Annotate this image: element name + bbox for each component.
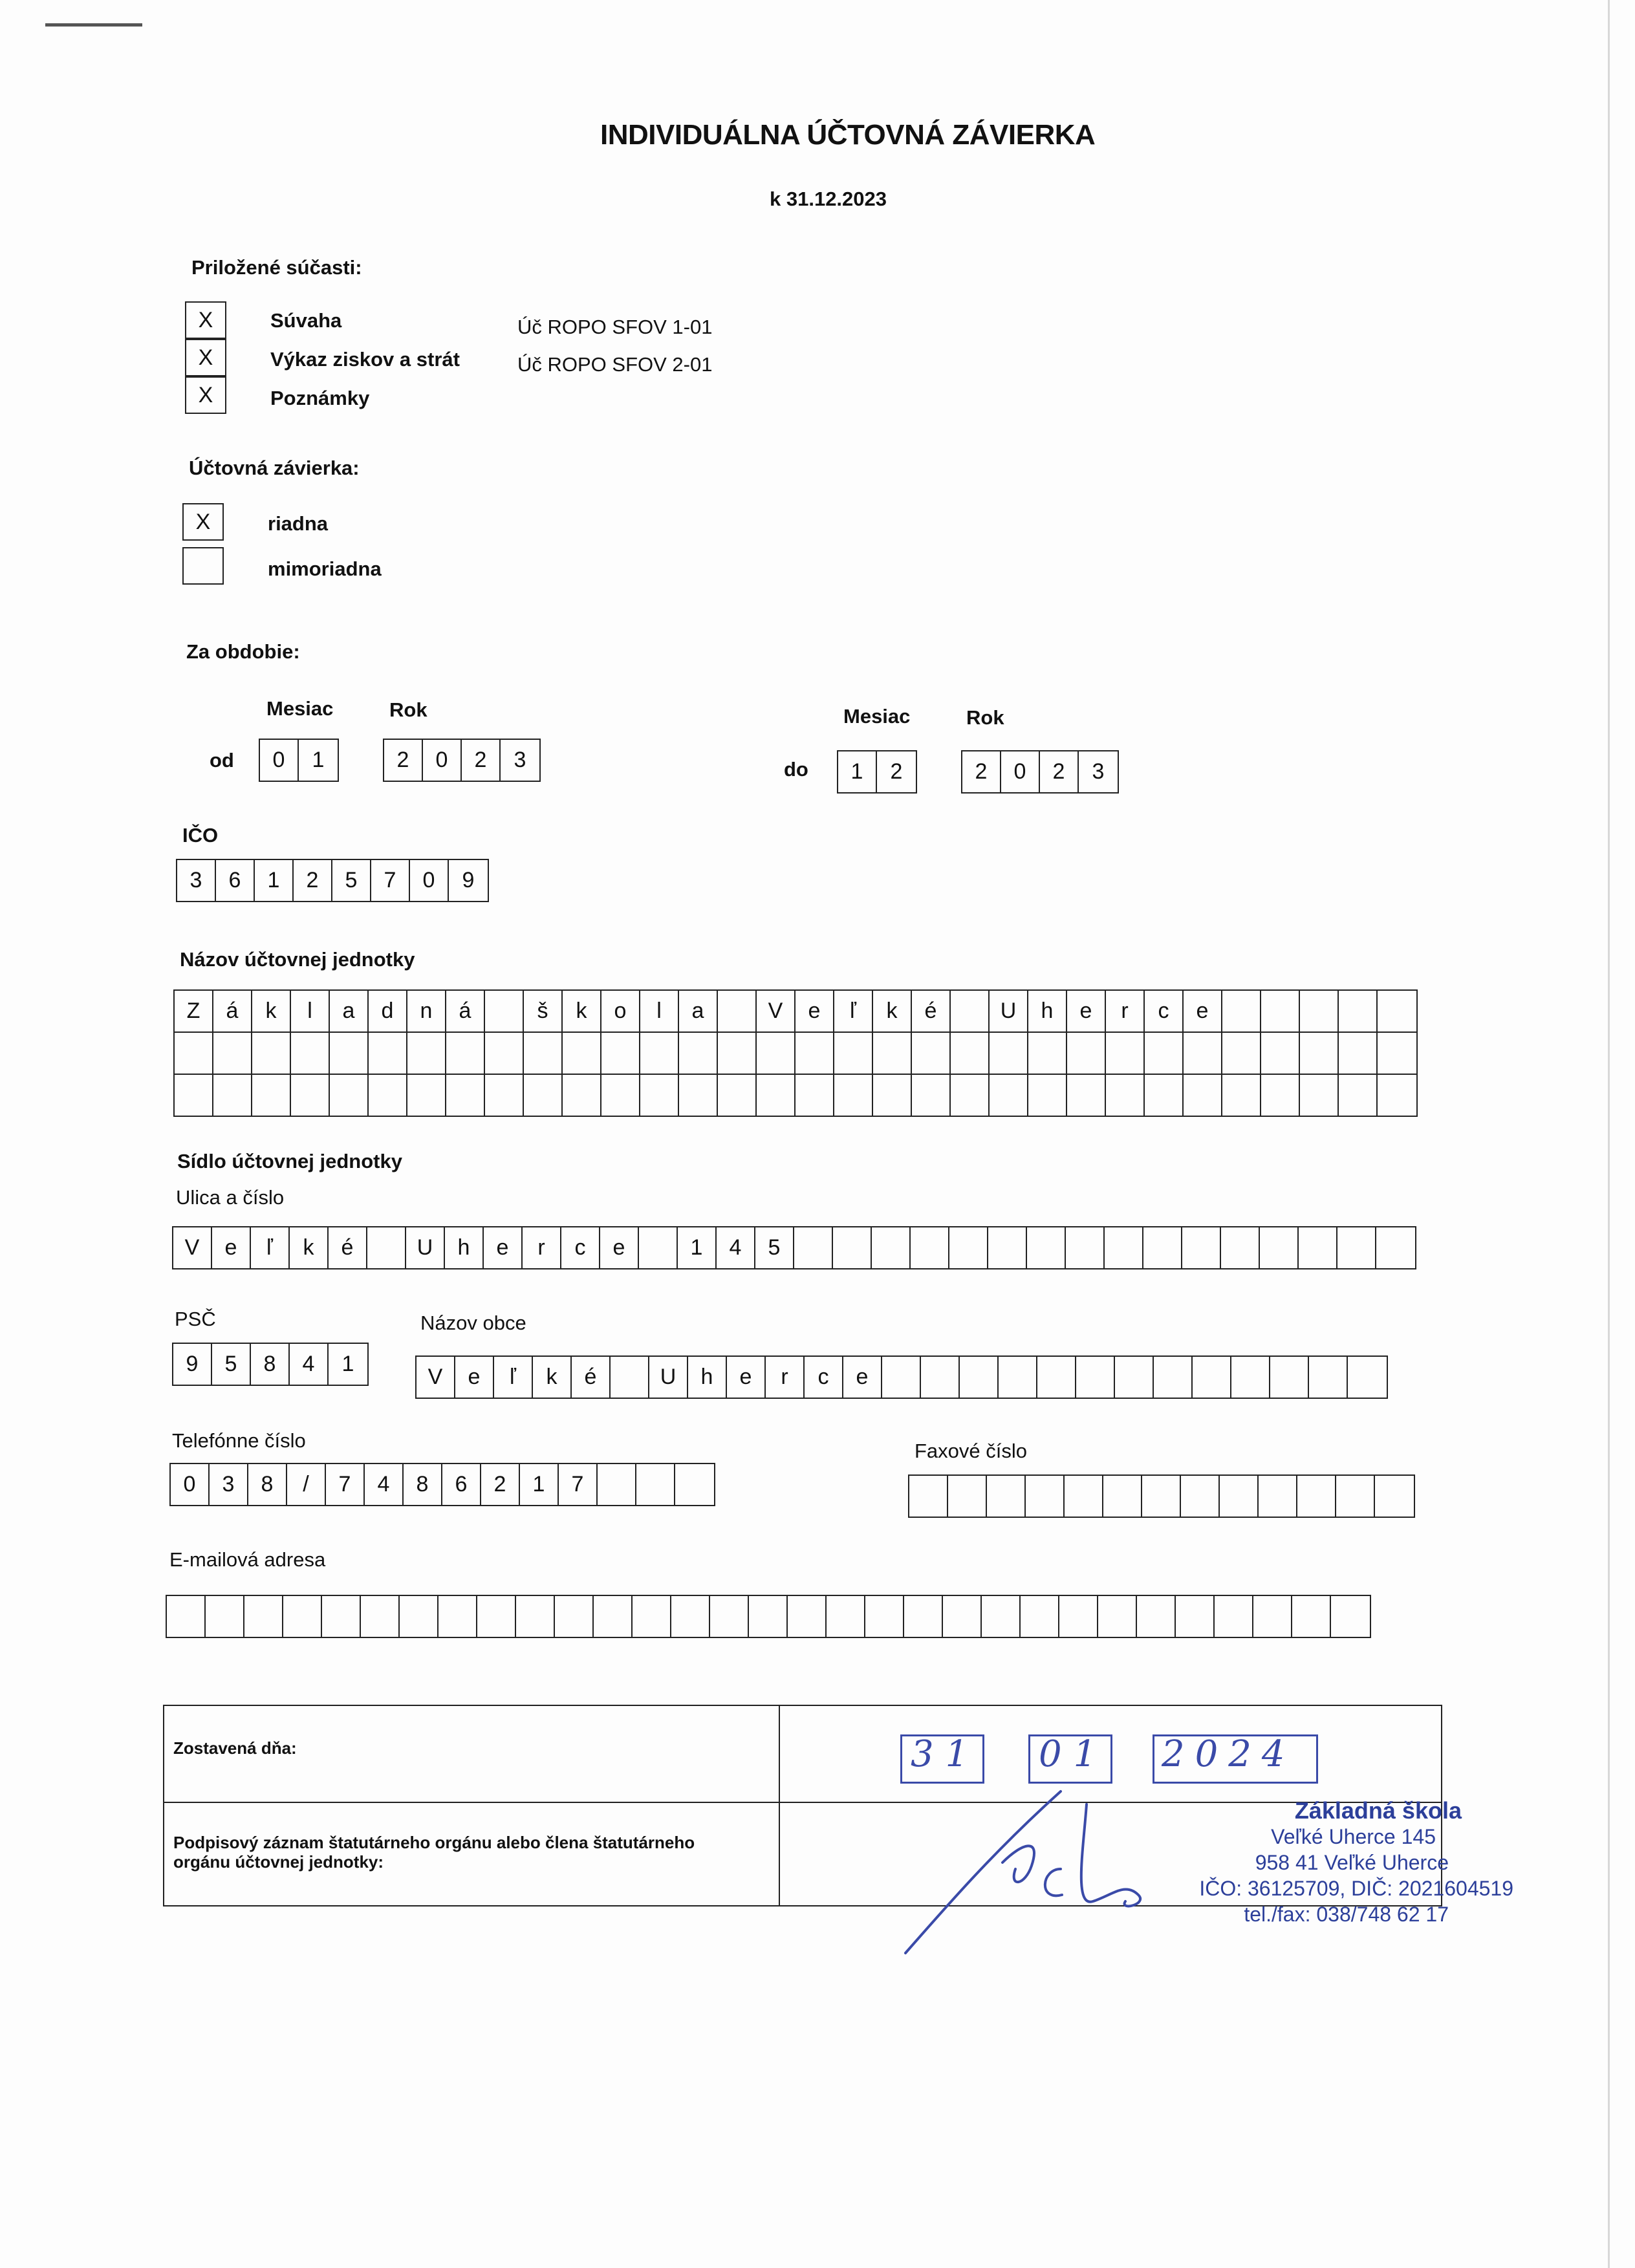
char-cell xyxy=(1309,1357,1348,1398)
char-cell xyxy=(1145,1075,1184,1116)
char-cell xyxy=(990,1033,1028,1074)
char-cell xyxy=(1028,1033,1067,1074)
char-cell xyxy=(757,1075,796,1116)
char-cell xyxy=(524,1075,563,1116)
char-cell xyxy=(601,1075,640,1116)
digit-cell: 1 xyxy=(255,860,294,901)
char-cell: r xyxy=(766,1357,805,1398)
digit-cell: 0 xyxy=(423,740,462,781)
char-cell: c xyxy=(805,1357,843,1398)
email-label: E-mailová adresa xyxy=(169,1548,326,1571)
compiled-month: 01 xyxy=(1039,1733,1109,1775)
char-cell xyxy=(1299,1227,1337,1268)
stamp-line2: Veľké Uherce 145 xyxy=(1271,1825,1436,1848)
scan-edge-right xyxy=(1608,0,1610,2268)
char-cell xyxy=(1027,1227,1066,1268)
char-cell xyxy=(951,1075,990,1116)
char-cell xyxy=(1181,1476,1220,1517)
digit-cell: 0 xyxy=(1001,751,1040,792)
char-cell: e xyxy=(727,1357,766,1398)
char-cell xyxy=(1337,1227,1376,1268)
char-cell xyxy=(601,1033,640,1074)
char-cell xyxy=(524,1033,563,1074)
char-cell xyxy=(175,1033,213,1074)
char-cell xyxy=(1253,1596,1292,1637)
digit-cell: 3 xyxy=(177,860,216,901)
char-cell: r xyxy=(523,1227,561,1268)
char-cell xyxy=(873,1075,912,1116)
char-cell xyxy=(904,1596,943,1637)
char-cell: 1 xyxy=(678,1227,717,1268)
signature-table-split xyxy=(779,1706,780,1905)
digit-cell: 1 xyxy=(312,748,325,772)
char-cell xyxy=(167,1596,206,1637)
char-cell: 0 xyxy=(171,1464,210,1505)
char-cell xyxy=(1176,1596,1215,1637)
compiled-day: 31 xyxy=(911,1733,980,1775)
digit-cell: 2 xyxy=(1040,751,1079,792)
char-cell xyxy=(718,1033,757,1074)
attachments-heading: Priložené súčasti: xyxy=(191,256,362,279)
char-cell: h xyxy=(445,1227,484,1268)
char-cell xyxy=(948,1476,987,1517)
char-cell xyxy=(1059,1596,1098,1637)
char-cell xyxy=(1098,1596,1137,1637)
char-cell xyxy=(611,1357,649,1398)
char-cell: e xyxy=(1184,991,1222,1031)
ico-field[interactable] xyxy=(176,859,489,902)
compiled-label: Zostavená dňa: xyxy=(173,1738,297,1758)
char-cell: ľ xyxy=(251,1227,290,1268)
period-from-year-label: Rok xyxy=(389,698,428,721)
char-cell xyxy=(679,1075,718,1116)
char-cell xyxy=(1021,1596,1059,1637)
char-cell: k xyxy=(290,1227,329,1268)
char-cell xyxy=(710,1596,749,1637)
char-cell: k xyxy=(533,1357,572,1398)
char-cell xyxy=(1231,1357,1270,1398)
char-cell xyxy=(446,1075,485,1116)
char-cell xyxy=(912,1033,951,1074)
digit-cell: 6 xyxy=(216,860,255,901)
digit-cell: 9 xyxy=(173,1344,212,1385)
char-cell xyxy=(671,1596,710,1637)
char-cell xyxy=(865,1596,904,1637)
scan-bleed-top xyxy=(45,23,142,27)
char-cell: 1 xyxy=(520,1464,559,1505)
char-cell xyxy=(640,1033,679,1074)
char-cell: ľ xyxy=(834,991,873,1031)
attachment-code-vykaz: Úč ROPO SFOV 2-01 xyxy=(517,353,713,376)
char-cell: 4 xyxy=(365,1464,404,1505)
char-cell xyxy=(1221,1227,1260,1268)
char-cell xyxy=(291,1033,330,1074)
stamp-line1: Základná škola xyxy=(1294,1797,1462,1824)
char-cell xyxy=(718,991,757,1031)
char-cell xyxy=(718,1075,757,1116)
digit-cell: 2 xyxy=(962,751,1001,792)
digit-cell: 4 xyxy=(290,1344,329,1385)
char-cell xyxy=(1037,1357,1076,1398)
sign-label: Podpisový záznam štatutárneho orgánu alebo člena štatutárneho orgánu účtovnej jednotky: xyxy=(173,1833,695,1872)
char-cell: V xyxy=(757,991,796,1031)
char-cell: 4 xyxy=(717,1227,755,1268)
compiled-year: 2024 xyxy=(1162,1733,1295,1775)
char-cell: l xyxy=(640,991,679,1031)
char-cell xyxy=(1222,1033,1261,1074)
char-cell xyxy=(1103,1476,1142,1517)
statement-checkbox-riadna[interactable]: X xyxy=(182,503,224,541)
char-cell xyxy=(1260,1227,1299,1268)
char-cell xyxy=(1105,1227,1143,1268)
period-to-label: do xyxy=(784,758,808,781)
char-cell xyxy=(872,1227,911,1268)
statement-heading: Účtovná závierka: xyxy=(189,457,360,479)
char-cell xyxy=(912,1075,951,1116)
char-cell: e xyxy=(1067,991,1106,1031)
statement-label-riadna: riadna xyxy=(268,512,329,535)
char-cell xyxy=(175,1075,213,1116)
char-cell: 7 xyxy=(326,1464,365,1505)
char-cell xyxy=(911,1227,949,1268)
char-cell: e xyxy=(600,1227,639,1268)
char-cell: V xyxy=(173,1227,212,1268)
phone-label: Telefónne číslo xyxy=(172,1429,306,1452)
char-cell: 6 xyxy=(442,1464,481,1505)
char-cell xyxy=(1297,1476,1336,1517)
char-cell xyxy=(1222,991,1261,1031)
char-cell xyxy=(563,1075,601,1116)
char-cell: h xyxy=(1028,991,1067,1031)
char-cell: a xyxy=(330,991,369,1031)
char-cell xyxy=(1300,1033,1339,1074)
char-cell xyxy=(361,1596,400,1637)
stamp-line5: tel./fax: 038/748 62 17 xyxy=(1244,1903,1449,1926)
char-cell: / xyxy=(287,1464,326,1505)
char-cell xyxy=(951,991,990,1031)
char-cell xyxy=(1026,1476,1065,1517)
digit-cell: 5 xyxy=(212,1344,251,1385)
statement-label-mimoriadna: mimoriadna xyxy=(268,557,382,580)
char-cell xyxy=(1375,1476,1414,1517)
char-cell xyxy=(882,1357,921,1398)
char-cell xyxy=(1184,1033,1222,1074)
char-cell xyxy=(1222,1075,1261,1116)
char-cell: 3 xyxy=(210,1464,248,1505)
char-cell xyxy=(283,1596,322,1637)
char-cell: k xyxy=(252,991,291,1031)
fax-field[interactable] xyxy=(908,1474,1415,1518)
char-cell xyxy=(633,1596,671,1637)
char-cell xyxy=(252,1075,291,1116)
char-cell: d xyxy=(369,991,407,1031)
char-cell xyxy=(1339,1033,1378,1074)
char-cell xyxy=(1261,991,1300,1031)
char-cell xyxy=(598,1464,636,1505)
char-cell: U xyxy=(990,991,1028,1031)
char-cell: e xyxy=(455,1357,494,1398)
char-cell xyxy=(213,1033,252,1074)
char-cell xyxy=(1076,1357,1115,1398)
char-cell: c xyxy=(561,1227,600,1268)
char-cell xyxy=(1154,1357,1193,1398)
char-cell xyxy=(988,1227,1027,1268)
attachment-label-poznamky: Poznámky xyxy=(270,387,370,409)
stamp xyxy=(1151,1797,1513,1927)
char-cell xyxy=(749,1596,788,1637)
char-cell xyxy=(757,1033,796,1074)
char-cell xyxy=(206,1596,244,1637)
char-cell: k xyxy=(873,991,912,1031)
name-field-row1[interactable] xyxy=(173,989,1418,1033)
page-title: INDIVIDUÁLNA ÚČTOVNÁ ZÁVIERKA xyxy=(600,119,1096,151)
period-from-year[interactable] xyxy=(383,739,541,782)
char-cell xyxy=(982,1596,1021,1637)
char-cell: é xyxy=(572,1357,611,1398)
zip-label: PSČ xyxy=(175,1308,216,1330)
char-cell xyxy=(1261,1033,1300,1074)
attachment-label-vykaz: Výkaz ziskov a strát xyxy=(270,348,460,371)
char-cell: a xyxy=(679,991,718,1031)
digit-cell: 1 xyxy=(341,1352,354,1376)
char-cell: o xyxy=(601,991,640,1031)
digit-cell: 2 xyxy=(890,759,903,784)
ico-label: IČO xyxy=(182,824,219,847)
char-cell: c xyxy=(1145,991,1184,1031)
report-date: k 31.12.2023 xyxy=(770,188,887,210)
digit-cell: 3 xyxy=(514,748,526,772)
char-cell: l xyxy=(291,991,330,1031)
period-from-month[interactable] xyxy=(259,739,339,782)
char-cell xyxy=(987,1476,1026,1517)
char-cell xyxy=(1215,1596,1253,1637)
char-cell xyxy=(446,1033,485,1074)
period-to-month-label: Mesiac xyxy=(843,705,911,728)
char-cell xyxy=(794,1227,833,1268)
digit-cell: 7 xyxy=(371,860,410,901)
period-to-month[interactable] xyxy=(837,750,917,794)
char-cell xyxy=(369,1033,407,1074)
char-cell xyxy=(1182,1227,1221,1268)
digit-cell: 9 xyxy=(462,868,475,892)
address-heading: Sídlo účtovnej jednotky xyxy=(177,1150,402,1172)
char-cell xyxy=(1143,1227,1182,1268)
fax-label: Faxové číslo xyxy=(915,1440,1028,1462)
char-cell xyxy=(921,1357,960,1398)
char-cell: k xyxy=(563,991,601,1031)
digit-cell: 2 xyxy=(294,860,332,901)
char-cell xyxy=(640,1075,679,1116)
char-cell xyxy=(827,1596,865,1637)
char-cell: U xyxy=(406,1227,445,1268)
char-cell xyxy=(407,1075,446,1116)
statement-checkbox-mimoriadna[interactable] xyxy=(182,547,224,585)
zip-field[interactable] xyxy=(172,1343,369,1386)
period-from-month-label: Mesiac xyxy=(266,697,334,720)
char-cell xyxy=(439,1596,477,1637)
digit-cell: 2 xyxy=(384,740,423,781)
char-cell: e xyxy=(484,1227,523,1268)
char-cell: 8 xyxy=(404,1464,442,1505)
char-cell xyxy=(1300,1075,1339,1116)
char-cell xyxy=(990,1075,1028,1116)
char-cell: n xyxy=(407,991,446,1031)
name-field-row2[interactable] xyxy=(173,1031,1418,1075)
char-cell xyxy=(1376,1227,1415,1268)
stamp-line3: 958 41 Veľké Uherce xyxy=(1255,1851,1449,1874)
char-cell: 2 xyxy=(481,1464,520,1505)
char-cell xyxy=(1137,1596,1176,1637)
char-cell xyxy=(485,1033,524,1074)
char-cell: e xyxy=(843,1357,882,1398)
digit-cell: 1 xyxy=(838,751,877,792)
char-cell xyxy=(1339,1075,1378,1116)
char-cell xyxy=(1065,1476,1103,1517)
char-cell xyxy=(1184,1075,1222,1116)
char-cell: š xyxy=(524,991,563,1031)
char-cell xyxy=(796,1075,834,1116)
digit-cell: 5 xyxy=(332,860,371,901)
char-cell: V xyxy=(417,1357,455,1398)
char-cell xyxy=(1378,991,1416,1031)
char-cell xyxy=(367,1227,406,1268)
phone-field[interactable] xyxy=(169,1463,715,1506)
char-cell: á xyxy=(446,991,485,1031)
email-field[interactable] xyxy=(166,1595,1371,1638)
digit-cell: 0 xyxy=(260,740,299,781)
char-cell: U xyxy=(649,1357,688,1398)
char-cell xyxy=(960,1357,999,1398)
char-cell xyxy=(1261,1075,1300,1116)
digit-cell: 0 xyxy=(410,860,449,901)
char-cell xyxy=(834,1033,873,1074)
char-cell xyxy=(873,1033,912,1074)
period-from-label: od xyxy=(210,749,234,772)
digit-cell: 3 xyxy=(1092,759,1105,784)
char-cell: é xyxy=(329,1227,367,1268)
period-to-year-label: Rok xyxy=(966,706,1004,729)
char-cell xyxy=(1378,1033,1416,1074)
char-cell xyxy=(949,1227,988,1268)
char-cell xyxy=(213,1075,252,1116)
char-cell: ľ xyxy=(494,1357,533,1398)
char-cell: Z xyxy=(175,991,213,1031)
char-cell xyxy=(796,1033,834,1074)
char-cell: h xyxy=(688,1357,727,1398)
char-cell: 5 xyxy=(755,1227,794,1268)
char-cell xyxy=(1259,1476,1297,1517)
char-cell xyxy=(1106,1075,1145,1116)
char-cell xyxy=(322,1596,361,1637)
char-cell xyxy=(1300,991,1339,1031)
street-field[interactable] xyxy=(172,1226,1416,1269)
char-cell xyxy=(951,1033,990,1074)
char-cell xyxy=(1220,1476,1259,1517)
char-cell xyxy=(555,1596,594,1637)
char-cell xyxy=(833,1227,872,1268)
char-cell xyxy=(675,1464,714,1505)
char-cell xyxy=(1115,1357,1154,1398)
char-cell: 7 xyxy=(559,1464,598,1505)
city-label: Názov obce xyxy=(420,1312,526,1334)
char-cell xyxy=(639,1227,678,1268)
period-heading: Za obdobie: xyxy=(186,640,300,663)
char-cell xyxy=(485,1075,524,1116)
char-cell xyxy=(407,1033,446,1074)
char-cell xyxy=(369,1075,407,1116)
attachment-checkbox-poznamky[interactable]: X xyxy=(185,376,226,414)
char-cell xyxy=(563,1033,601,1074)
char-cell xyxy=(943,1596,982,1637)
name-label: Názov účtovnej jednotky xyxy=(180,948,415,971)
stamp-line4: IČO: 36125709, DIČ: 2021604519 xyxy=(1199,1877,1513,1900)
char-cell xyxy=(400,1596,439,1637)
digit-cell: 8 xyxy=(251,1344,290,1385)
char-cell: 8 xyxy=(248,1464,287,1505)
char-cell xyxy=(1142,1476,1181,1517)
char-cell xyxy=(485,991,524,1031)
attachment-label-suvaha: Súvaha xyxy=(270,309,342,332)
char-cell xyxy=(330,1075,369,1116)
char-cell xyxy=(1067,1075,1106,1116)
name-field-row3[interactable] xyxy=(173,1074,1418,1117)
char-cell xyxy=(1067,1033,1106,1074)
char-cell xyxy=(477,1596,516,1637)
digit-cell: 2 xyxy=(462,740,501,781)
char-cell xyxy=(1378,1075,1416,1116)
char-cell xyxy=(1066,1227,1105,1268)
char-cell xyxy=(1145,1033,1184,1074)
char-cell: e xyxy=(796,991,834,1031)
attachment-checkbox-suvaha[interactable]: X xyxy=(185,301,226,339)
char-cell xyxy=(1336,1476,1375,1517)
char-cell xyxy=(291,1075,330,1116)
char-cell xyxy=(1193,1357,1231,1398)
char-cell xyxy=(636,1464,675,1505)
char-cell xyxy=(594,1596,633,1637)
char-cell xyxy=(1331,1596,1370,1637)
attachment-checkbox-vykaz[interactable]: X xyxy=(185,339,226,376)
period-to-year[interactable] xyxy=(961,750,1119,794)
city-field[interactable] xyxy=(415,1355,1388,1399)
char-cell xyxy=(516,1596,555,1637)
char-cell xyxy=(909,1476,948,1517)
char-cell xyxy=(999,1357,1037,1398)
char-cell xyxy=(834,1075,873,1116)
char-cell: á xyxy=(213,991,252,1031)
char-cell xyxy=(1028,1075,1067,1116)
char-cell xyxy=(244,1596,283,1637)
char-cell xyxy=(1106,1033,1145,1074)
attachment-code-suvaha: Úč ROPO SFOV 1-01 xyxy=(517,316,713,338)
char-cell: é xyxy=(912,991,951,1031)
char-cell: r xyxy=(1106,991,1145,1031)
char-cell xyxy=(1292,1596,1331,1637)
char-cell xyxy=(679,1033,718,1074)
char-cell xyxy=(330,1033,369,1074)
char-cell xyxy=(1348,1357,1387,1398)
char-cell xyxy=(788,1596,827,1637)
char-cell xyxy=(1270,1357,1309,1398)
char-cell xyxy=(1339,991,1378,1031)
char-cell: e xyxy=(212,1227,251,1268)
char-cell xyxy=(252,1033,291,1074)
street-label: Ulica a číslo xyxy=(176,1186,285,1209)
